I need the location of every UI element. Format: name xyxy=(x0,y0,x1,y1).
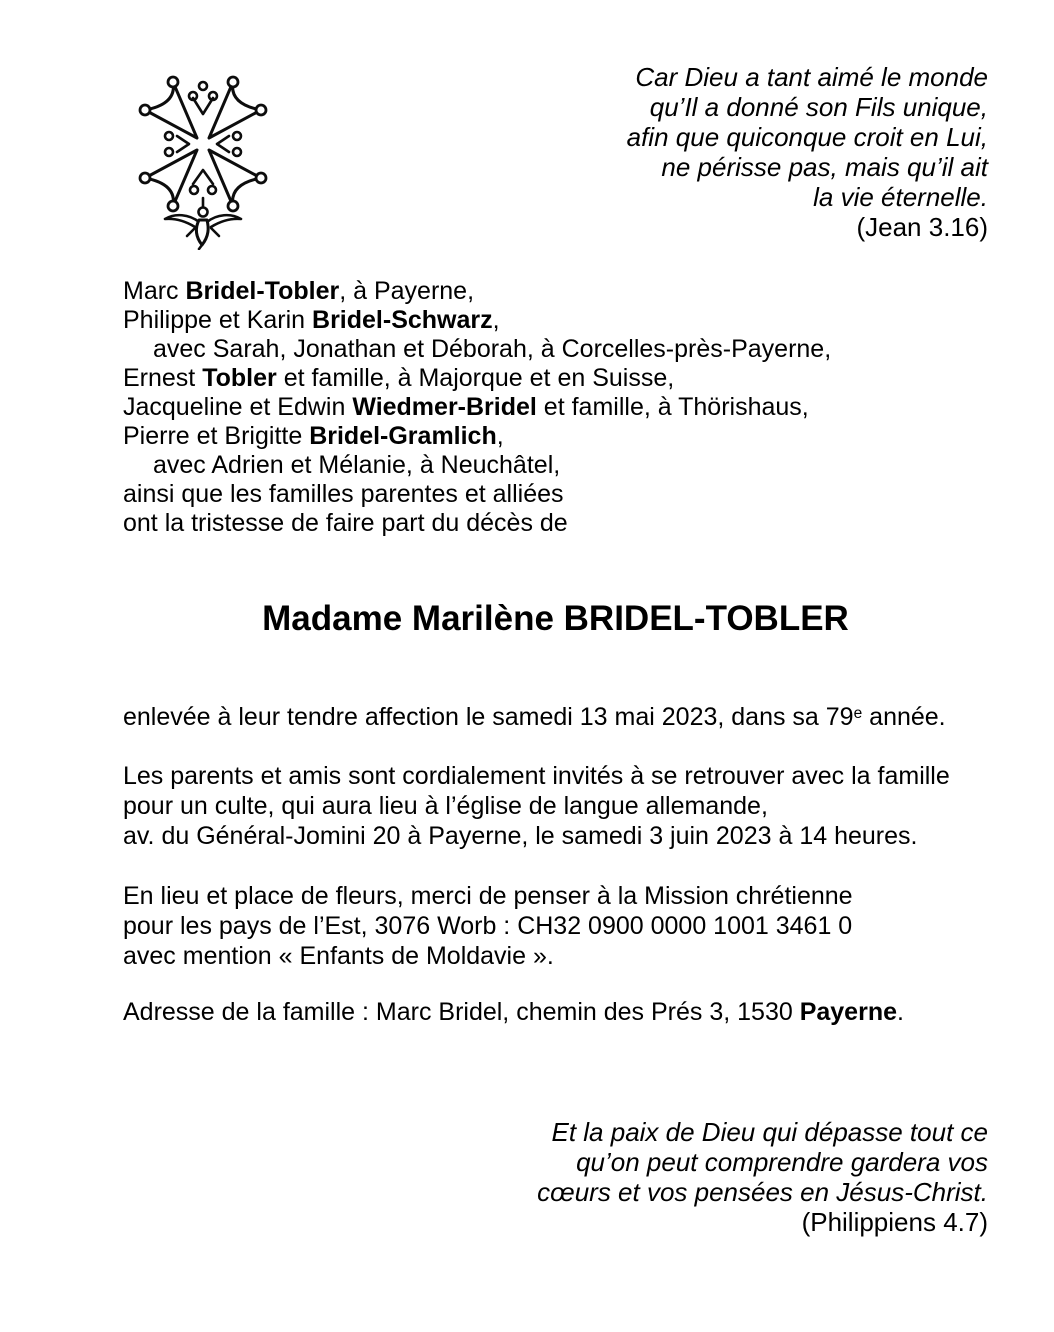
family-line: Jacqueline et Edwin Wiedmer-Bridel et famille, à Thörishaus, xyxy=(123,393,809,421)
quote-line: qu’Il a donné son Fils unique, xyxy=(649,92,988,122)
family-line: ont la tristesse de faire part du décès de xyxy=(123,509,568,537)
quote-line: Et la paix de Dieu qui dépasse tout ce xyxy=(551,1117,988,1147)
service-line: Les parents et amis sont cordialement invités à se retrouver avec la famille xyxy=(123,762,950,790)
donation-line: En lieu et place de fleurs, merci de penser à la Mission chrétienne xyxy=(123,882,853,910)
family-line: avec Sarah, Jonathan et Déborah, à Corcelles-près-Payerne, xyxy=(153,335,832,363)
family-list xyxy=(123,277,831,538)
donation-line: avec mention « Enfants de Moldavie ». xyxy=(123,942,554,970)
family-line: Ernest Tobler et famille, à Majorque et en Suisse, xyxy=(123,364,675,392)
huguenot-cross-icon xyxy=(130,62,275,250)
quote-line: afin que quiconque croit en Lui, xyxy=(626,122,988,152)
service-line: pour un culte, qui aura lieu à l’église de langue allemande, xyxy=(123,792,768,820)
scripture-quote-bottom xyxy=(537,1117,988,1237)
family-line: Philippe et Karin Bridel-Schwarz, xyxy=(123,306,500,334)
quote-line: qu’on peut comprendre gardera vos xyxy=(576,1147,988,1177)
donation-paragraph xyxy=(123,881,853,971)
family-line: avec Adrien et Mélanie, à Neuchâtel, xyxy=(153,451,561,479)
quote-line: cœurs et vos pensées en Jésus-Christ. xyxy=(537,1177,988,1207)
quote-reference: (Jean 3.16) xyxy=(856,212,988,242)
scripture-quote-top xyxy=(627,62,988,242)
family-address-line: Adresse de la famille : Marc Bridel, chemin des Prés 3, 1530 Payerne. xyxy=(123,998,904,1026)
quote-line: la vie éternelle. xyxy=(813,182,988,212)
announcement-line: enlevée à leur tendre affection le samedi 13 mai 2023, dans sa 79e année. xyxy=(123,703,946,731)
quote-line: Car Dieu a tant aimé le monde xyxy=(635,62,988,92)
deceased-name-title: Madame Marilène BRIDEL-TOBLER xyxy=(262,599,849,638)
quote-reference: (Philippiens 4.7) xyxy=(801,1207,988,1237)
quote-line: ne périsse pas, mais qu’il ait xyxy=(661,152,988,182)
donation-line: pour les pays de l’Est, 3076 Worb : CH32 0900 0000 1001 3461 0 xyxy=(123,912,853,940)
service-line: av. du Général-Jomini 20 à Payerne, le samedi 3 juin 2023 à 14 heures. xyxy=(123,822,918,850)
family-line: Pierre et Brigitte Bridel-Gramlich, xyxy=(123,422,504,450)
family-line: Marc Bridel-Tobler, à Payerne, xyxy=(123,277,475,305)
service-paragraph xyxy=(123,761,950,851)
family-line: ainsi que les familles parentes et alliées xyxy=(123,480,564,508)
